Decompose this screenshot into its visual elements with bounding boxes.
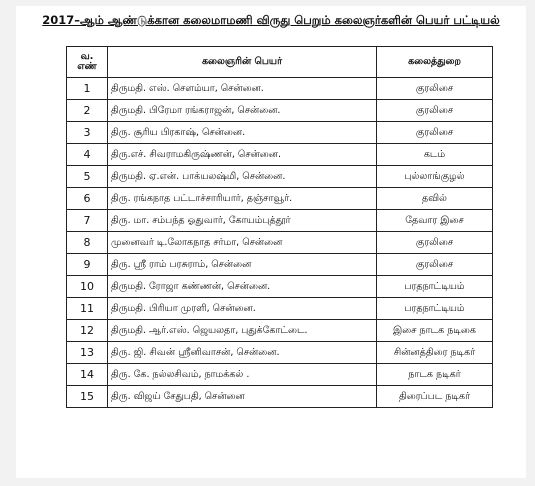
table-row: [67, 100, 493, 122]
artist-name-cell: திரு.எச். சிவராமகிருஷ்ணன், சென்னை.: [108, 144, 377, 166]
document-page: [16, 6, 526, 478]
artist-name-cell: திருமதி. ஆர்.எஸ். ஜெயலதா, புதுக்கோட்டை.: [108, 320, 377, 342]
table-row: [67, 342, 493, 364]
table-row: [67, 232, 493, 254]
artist-name-cell: திருமதி. ரோஜா கண்ணன், சென்னை.: [108, 276, 377, 298]
serial-number-cell: 8: [67, 232, 108, 254]
serial-number-cell: 11: [67, 298, 108, 320]
art-field-cell: நாடக நடிகர்: [377, 364, 493, 386]
artist-name-cell: திரு. ரங்கநாத பட்டாச்சாரியார், தஞ்சாவூர்.: [108, 188, 377, 210]
art-field-cell: தவில்: [377, 188, 493, 210]
art-field-cell: கடம்: [377, 144, 493, 166]
table-row: [67, 78, 493, 100]
art-field-header: கலைத்துறை: [377, 47, 493, 78]
art-field-cell: குரலிசை: [377, 232, 493, 254]
artist-name-cell: திரு. ஸ்ரீ ராம் பரசுராம், சென்னை: [108, 254, 377, 276]
table-header-row: [67, 47, 493, 78]
serial-number-cell: 9: [67, 254, 108, 276]
artist-name-cell: திரு. ஜி. சிவன் ஸ்ரீனிவாசன், சென்னை.: [108, 342, 377, 364]
artist-name-cell: திரு. விஜய் சேதுபதி, சென்னை: [108, 386, 377, 408]
serial-number-header: [67, 47, 108, 78]
serial-number-cell: 3: [67, 122, 108, 144]
serial-number-cell: 2: [67, 100, 108, 122]
serial-number-cell: 14: [67, 364, 108, 386]
awardees-table: [66, 46, 493, 408]
art-field-cell: குரலிசை: [377, 122, 493, 144]
serial-number-cell: 1: [67, 78, 108, 100]
artist-name-cell: முனைவர் டி.லோகநாத சர்மா, சென்னை: [108, 232, 377, 254]
serial-number-header-line1: வ.: [80, 51, 94, 63]
serial-number-cell: 10: [67, 276, 108, 298]
art-field-cell: குரலிசை: [377, 78, 493, 100]
art-field-cell: பரதநாட்டியம்: [377, 298, 493, 320]
artist-name-cell: திருமதி. பிரியா முரளி, சென்னை.: [108, 298, 377, 320]
document-title: 2017–ஆம் ஆண்டுக்கான கலைமாமணி விருது பெறும் கலைஞர்களின் பெயர் பட்டியல்: [42, 13, 500, 27]
art-field-cell: சின்னத்திரை நடிகர்: [377, 342, 493, 364]
art-field-cell: திரைப்பட நடிகர்: [377, 386, 493, 408]
table-row: [67, 298, 493, 320]
art-field-cell: தேவார இசை: [377, 210, 493, 232]
art-field-cell: இசை நாடக நடிகை: [377, 320, 493, 342]
artist-name-cell: திரு. கே. நல்லசிவம், நாமக்கல் .: [108, 364, 377, 386]
serial-number-cell: 5: [67, 166, 108, 188]
table-row: [67, 276, 493, 298]
artist-name-cell: திருமதி. ஏ.என். பாக்யலஷ்மி, சென்னை.: [108, 166, 377, 188]
art-field-cell: குரலிசை: [377, 254, 493, 276]
serial-number-header-line2: எண்: [77, 61, 97, 72]
artist-name-cell: திரு. சூரிய பிரகாஷ், சென்னை.: [108, 122, 377, 144]
artist-name-cell: திருமதி. எஸ். சௌம்யா, சென்னை.: [108, 78, 377, 100]
serial-number-cell: 4: [67, 144, 108, 166]
serial-number-cell: 7: [67, 210, 108, 232]
art-field-cell: புல்லாங்குழல்: [377, 166, 493, 188]
serial-number-cell: 12: [67, 320, 108, 342]
art-field-cell: குரலிசை: [377, 100, 493, 122]
table-row: [67, 144, 493, 166]
artist-name-cell: திருமதி. பிரேமா ரங்கராஜன், சென்னை.: [108, 100, 377, 122]
table-row: [67, 166, 493, 188]
artist-name-header: கலைஞரின் பெயர்: [108, 47, 377, 78]
table-row: [67, 254, 493, 276]
serial-number-cell: 13: [67, 342, 108, 364]
table-row: [67, 210, 493, 232]
table-row: [67, 188, 493, 210]
table-row: [67, 364, 493, 386]
table-row: [67, 320, 493, 342]
artist-name-cell: திரு. மா. சம்பந்த ஓதுவார், கோயம்புத்தூர்: [108, 210, 377, 232]
serial-number-cell: 15: [67, 386, 108, 408]
table-row: [67, 386, 493, 408]
art-field-cell: பரதநாட்டியம்: [377, 276, 493, 298]
table-row: [67, 122, 493, 144]
serial-number-cell: 6: [67, 188, 108, 210]
